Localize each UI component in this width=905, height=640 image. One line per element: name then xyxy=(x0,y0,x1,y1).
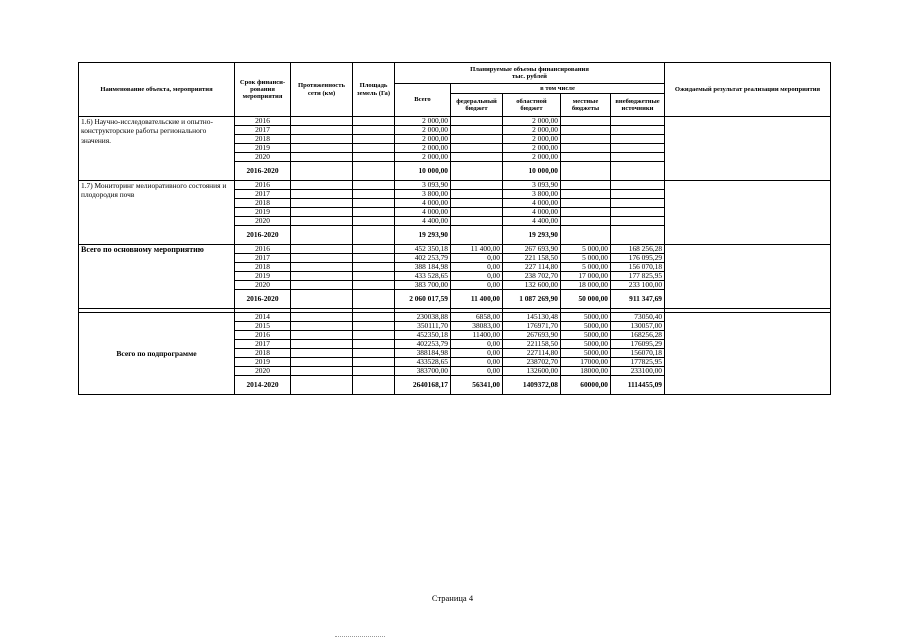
item-name: 1.6) Научно-исследовательские и опытно-конструкторские работы регионального значения. xyxy=(79,117,235,181)
regional-cell: 176971,70 xyxy=(503,322,561,331)
total-cell: 4 000,00 xyxy=(395,199,451,208)
regional-cell: 2 000,00 xyxy=(503,153,561,162)
length-cell xyxy=(291,263,353,272)
federal-cell: 0,00 xyxy=(451,358,503,367)
local-cell: 18 000,00 xyxy=(561,281,611,290)
year-cell: 2018 xyxy=(235,263,291,272)
total-cell: 433 528,65 xyxy=(395,272,451,281)
regional-cell: 145130,48 xyxy=(503,313,561,322)
length-cell xyxy=(291,322,353,331)
local-cell xyxy=(561,208,611,217)
regional-cell: 2 000,00 xyxy=(503,144,561,153)
local-cell: 18000,00 xyxy=(561,367,611,376)
total-cell: 433528,65 xyxy=(395,358,451,367)
total-cell: 19 293,90 xyxy=(395,226,451,245)
result-cell xyxy=(665,313,831,395)
table-row xyxy=(79,181,831,190)
area-cell xyxy=(353,281,395,290)
local-cell xyxy=(561,126,611,135)
length-cell xyxy=(291,376,353,395)
extra-cell xyxy=(611,162,665,181)
extra-cell: 130057,00 xyxy=(611,322,665,331)
federal-cell: 0,00 xyxy=(451,263,503,272)
length-cell xyxy=(291,226,353,245)
regional-cell: 238 702,70 xyxy=(503,272,561,281)
total-cell: 388184,98 xyxy=(395,349,451,358)
total-cell: 452 350,18 xyxy=(395,245,451,254)
scan-artifact xyxy=(335,636,385,639)
total-cell: 4 400,00 xyxy=(395,217,451,226)
total-cell: 2 000,00 xyxy=(395,126,451,135)
year-cell: 2019 xyxy=(235,208,291,217)
length-cell xyxy=(291,153,353,162)
extra-cell: 1114455,09 xyxy=(611,376,665,395)
federal-cell: 0,00 xyxy=(451,340,503,349)
length-cell xyxy=(291,272,353,281)
year-cell: 2020 xyxy=(235,153,291,162)
header-regional: областной бюджет xyxy=(503,94,561,117)
federal-cell: 0,00 xyxy=(451,349,503,358)
federal-cell: 0,00 xyxy=(451,367,503,376)
length-cell xyxy=(291,135,353,144)
length-cell xyxy=(291,217,353,226)
federal-cell xyxy=(451,190,503,199)
regional-cell: 227114,80 xyxy=(503,349,561,358)
length-cell xyxy=(291,190,353,199)
extra-cell: 177 825,95 xyxy=(611,272,665,281)
federal-cell: 11 400,00 xyxy=(451,290,503,309)
year-cell: 2018 xyxy=(235,349,291,358)
local-cell xyxy=(561,135,611,144)
year-cell: 2017 xyxy=(235,126,291,135)
regional-cell: 10 000,00 xyxy=(503,162,561,181)
header-federal: федеральный бюджет xyxy=(451,94,503,117)
federal-cell xyxy=(451,117,503,126)
federal-cell xyxy=(451,153,503,162)
length-cell xyxy=(291,144,353,153)
total-cell: 3 800,00 xyxy=(395,190,451,199)
local-cell: 5000,00 xyxy=(561,322,611,331)
area-cell xyxy=(353,290,395,309)
federal-cell xyxy=(451,144,503,153)
total-cell: 230038,88 xyxy=(395,313,451,322)
total-cell: 2 000,00 xyxy=(395,153,451,162)
total-cell: 402253,79 xyxy=(395,340,451,349)
length-cell xyxy=(291,208,353,217)
area-cell xyxy=(353,367,395,376)
header-result: Ожидаемый результат реализации мероприятия xyxy=(665,63,831,117)
item-name: Всего по основному мероприятию xyxy=(79,245,235,309)
area-cell xyxy=(353,376,395,395)
local-cell: 5000,00 xyxy=(561,313,611,322)
regional-cell: 3 093,90 xyxy=(503,181,561,190)
year-cell: 2017 xyxy=(235,254,291,263)
area-cell xyxy=(353,272,395,281)
area-cell xyxy=(353,144,395,153)
local-cell xyxy=(561,153,611,162)
header-length: Протяженность сети (км) xyxy=(291,63,353,117)
extra-cell xyxy=(611,199,665,208)
regional-cell: 238702,70 xyxy=(503,358,561,367)
header-planned-unit: тыс. рублей xyxy=(512,73,547,80)
regional-cell: 1 087 269,90 xyxy=(503,290,561,309)
year-cell: 2015 xyxy=(235,322,291,331)
regional-cell: 132600,00 xyxy=(503,367,561,376)
regional-cell: 2 000,00 xyxy=(503,117,561,126)
area-cell xyxy=(353,254,395,263)
length-cell xyxy=(291,290,353,309)
header-extra: внебюджетные источники xyxy=(611,94,665,117)
item-name: Всего по подпрограмме xyxy=(79,313,235,395)
length-cell xyxy=(291,254,353,263)
header-including: в том числе xyxy=(451,84,665,94)
regional-cell: 221158,50 xyxy=(503,340,561,349)
regional-cell: 4 000,00 xyxy=(503,208,561,217)
regional-cell: 132 600,00 xyxy=(503,281,561,290)
year-cell: 2019 xyxy=(235,272,291,281)
federal-cell: 0,00 xyxy=(451,272,503,281)
length-cell xyxy=(291,199,353,208)
local-cell: 5 000,00 xyxy=(561,245,611,254)
regional-cell: 267 693,90 xyxy=(503,245,561,254)
year-cell: 2019 xyxy=(235,358,291,367)
extra-cell xyxy=(611,226,665,245)
federal-cell xyxy=(451,126,503,135)
total-cell: 2 060 017,59 xyxy=(395,290,451,309)
local-cell: 5000,00 xyxy=(561,340,611,349)
extra-cell: 233100,00 xyxy=(611,367,665,376)
length-cell xyxy=(291,281,353,290)
local-cell: 5 000,00 xyxy=(561,254,611,263)
total-cell: 2640168,17 xyxy=(395,376,451,395)
result-cell xyxy=(665,117,831,181)
area-cell xyxy=(353,340,395,349)
extra-cell xyxy=(611,190,665,199)
local-cell xyxy=(561,199,611,208)
local-cell xyxy=(561,117,611,126)
length-cell xyxy=(291,126,353,135)
extra-cell xyxy=(611,181,665,190)
regional-cell: 267693,90 xyxy=(503,331,561,340)
year-cell: 2014-2020 xyxy=(235,376,291,395)
year-cell: 2020 xyxy=(235,217,291,226)
total-cell: 350111,70 xyxy=(395,322,451,331)
header-local: местные бюджеты xyxy=(561,94,611,117)
total-cell: 452350,18 xyxy=(395,331,451,340)
local-cell: 5000,00 xyxy=(561,349,611,358)
area-cell xyxy=(353,162,395,181)
page-number: Страница 4 xyxy=(431,593,474,603)
table-row xyxy=(79,117,831,126)
extra-cell: 176095,29 xyxy=(611,340,665,349)
total-cell: 402 253,79 xyxy=(395,254,451,263)
federal-cell xyxy=(451,181,503,190)
extra-cell: 233 100,00 xyxy=(611,281,665,290)
year-cell: 2019 xyxy=(235,144,291,153)
federal-cell: 0,00 xyxy=(451,254,503,263)
regional-cell: 1409372,08 xyxy=(503,376,561,395)
year-cell: 2018 xyxy=(235,199,291,208)
year-cell: 2016 xyxy=(235,181,291,190)
extra-cell: 168256,28 xyxy=(611,331,665,340)
extra-cell xyxy=(611,217,665,226)
financing-table xyxy=(78,62,831,395)
area-cell xyxy=(353,349,395,358)
federal-cell: 6858,00 xyxy=(451,313,503,322)
extra-cell xyxy=(611,135,665,144)
regional-cell: 19 293,90 xyxy=(503,226,561,245)
extra-cell: 911 347,69 xyxy=(611,290,665,309)
extra-cell: 176 095,29 xyxy=(611,254,665,263)
area-cell xyxy=(353,117,395,126)
federal-cell xyxy=(451,199,503,208)
header-total: Всего xyxy=(395,84,451,117)
year-cell: 2016 xyxy=(235,245,291,254)
year-cell: 2018 xyxy=(235,135,291,144)
item-name: 1.7) Мониторинг мелиоративного состояния и плодородия почв xyxy=(79,181,235,245)
area-cell xyxy=(353,217,395,226)
local-cell: 50 000,00 xyxy=(561,290,611,309)
length-cell xyxy=(291,331,353,340)
year-cell: 2020 xyxy=(235,281,291,290)
local-cell xyxy=(561,226,611,245)
length-cell xyxy=(291,313,353,322)
table-row xyxy=(79,245,831,254)
regional-cell: 2 000,00 xyxy=(503,135,561,144)
header-period: Срок финанси-рования мероприятия xyxy=(235,63,291,117)
result-cell xyxy=(665,181,831,245)
total-cell: 2 000,00 xyxy=(395,117,451,126)
local-cell xyxy=(561,190,611,199)
area-cell xyxy=(353,313,395,322)
total-cell: 10 000,00 xyxy=(395,162,451,181)
result-cell xyxy=(665,245,831,309)
local-cell: 17 000,00 xyxy=(561,272,611,281)
total-cell: 3 093,90 xyxy=(395,181,451,190)
extra-cell: 156070,18 xyxy=(611,349,665,358)
year-cell: 2016-2020 xyxy=(235,162,291,181)
local-cell xyxy=(561,162,611,181)
federal-cell: 11 400,00 xyxy=(451,245,503,254)
length-cell xyxy=(291,349,353,358)
year-cell: 2020 xyxy=(235,367,291,376)
federal-cell: 56341,00 xyxy=(451,376,503,395)
extra-cell: 177825,95 xyxy=(611,358,665,367)
area-cell xyxy=(353,226,395,245)
regional-cell: 4 400,00 xyxy=(503,217,561,226)
extra-cell: 73050,40 xyxy=(611,313,665,322)
total-cell: 4 000,00 xyxy=(395,208,451,217)
regional-cell: 221 158,50 xyxy=(503,254,561,263)
local-cell: 60000,00 xyxy=(561,376,611,395)
local-cell xyxy=(561,217,611,226)
extra-cell xyxy=(611,126,665,135)
federal-cell xyxy=(451,226,503,245)
federal-cell: 0,00 xyxy=(451,281,503,290)
extra-cell xyxy=(611,117,665,126)
header-area: Площадь земель (Га) xyxy=(353,63,395,117)
length-cell xyxy=(291,162,353,181)
area-cell xyxy=(353,135,395,144)
area-cell xyxy=(353,331,395,340)
area-cell xyxy=(353,190,395,199)
regional-cell: 227 114,80 xyxy=(503,263,561,272)
area-cell xyxy=(353,181,395,190)
area-cell xyxy=(353,245,395,254)
table-row xyxy=(79,313,831,322)
length-cell xyxy=(291,117,353,126)
federal-cell xyxy=(451,208,503,217)
federal-cell xyxy=(451,135,503,144)
local-cell: 17000,00 xyxy=(561,358,611,367)
regional-cell: 4 000,00 xyxy=(503,199,561,208)
year-cell: 2016 xyxy=(235,117,291,126)
extra-cell xyxy=(611,153,665,162)
total-cell: 2 000,00 xyxy=(395,144,451,153)
total-cell: 388 184,98 xyxy=(395,263,451,272)
regional-cell: 3 800,00 xyxy=(503,190,561,199)
length-cell xyxy=(291,367,353,376)
extra-cell: 168 256,28 xyxy=(611,245,665,254)
local-cell: 5 000,00 xyxy=(561,263,611,272)
area-cell xyxy=(353,208,395,217)
year-cell: 2016-2020 xyxy=(235,226,291,245)
table-body xyxy=(79,117,831,395)
header-name: Наименование объекта, мероприятия xyxy=(79,63,235,117)
length-cell xyxy=(291,181,353,190)
area-cell xyxy=(353,263,395,272)
total-cell: 383700,00 xyxy=(395,367,451,376)
year-cell: 2017 xyxy=(235,190,291,199)
local-cell: 5000,00 xyxy=(561,331,611,340)
area-cell xyxy=(353,199,395,208)
federal-cell: 38083,00 xyxy=(451,322,503,331)
year-cell: 2014 xyxy=(235,313,291,322)
length-cell xyxy=(291,245,353,254)
year-cell: 2016-2020 xyxy=(235,290,291,309)
local-cell xyxy=(561,144,611,153)
year-cell: 2017 xyxy=(235,340,291,349)
total-cell: 2 000,00 xyxy=(395,135,451,144)
federal-cell: 11400,00 xyxy=(451,331,503,340)
header-planned xyxy=(395,63,665,84)
area-cell xyxy=(353,358,395,367)
local-cell xyxy=(561,181,611,190)
header-planned-title: Планируемые объемы финансирования xyxy=(470,65,589,73)
length-cell xyxy=(291,358,353,367)
extra-cell xyxy=(611,208,665,217)
area-cell xyxy=(353,322,395,331)
extra-cell: 156 070,18 xyxy=(611,263,665,272)
year-cell: 2016 xyxy=(235,331,291,340)
federal-cell xyxy=(451,162,503,181)
area-cell xyxy=(353,153,395,162)
total-cell: 383 700,00 xyxy=(395,281,451,290)
length-cell xyxy=(291,340,353,349)
regional-cell: 2 000,00 xyxy=(503,126,561,135)
area-cell xyxy=(353,126,395,135)
federal-cell xyxy=(451,217,503,226)
extra-cell xyxy=(611,144,665,153)
